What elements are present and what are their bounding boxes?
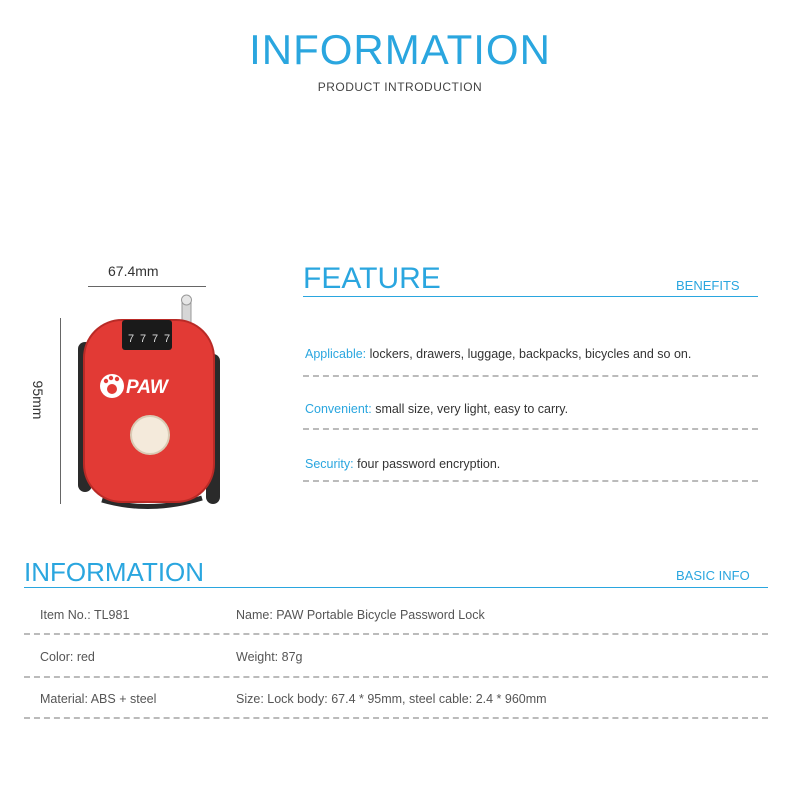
page-subtitle: PRODUCT INTRODUCTION xyxy=(317,80,483,94)
info-cell-size: Size: Lock body: 67.4 * 95mm, steel cable: 2.4 * 960mm xyxy=(236,692,547,706)
width-dimension-line xyxy=(88,286,206,287)
info-section-tag: BASIC INFO xyxy=(676,568,750,583)
dashed-divider xyxy=(24,676,768,678)
dial-digit: 7 xyxy=(128,333,135,345)
dashed-divider xyxy=(24,717,768,719)
dashed-divider xyxy=(24,633,768,635)
feature-row-convenient xyxy=(305,402,568,416)
dashed-divider xyxy=(303,375,758,377)
info-cell-weight: Weight: 87g xyxy=(236,650,303,664)
page-title: INFORMATION xyxy=(249,26,551,73)
info-section-title: INFORMATION xyxy=(24,557,205,587)
cable-lock-image xyxy=(70,292,230,514)
release-button xyxy=(131,416,169,454)
dashed-divider xyxy=(303,480,758,482)
dashed-divider xyxy=(303,428,758,430)
dial-digit: 7 xyxy=(164,333,171,345)
height-dimension-line xyxy=(60,318,61,504)
width-dimension-label: 67.4mm xyxy=(108,263,159,279)
dial-digit: 7 xyxy=(140,333,147,345)
feature-value: lockers, drawers, luggage, backpacks, bicycles and so on. xyxy=(366,347,692,361)
feature-value: small size, very light, easy to carry. xyxy=(371,402,569,416)
feature-key: Applicable: xyxy=(305,347,367,361)
feature-key: Security: xyxy=(305,457,354,471)
feature-divider xyxy=(303,296,758,297)
info-cell-material: Material: ABS + steel xyxy=(40,692,157,706)
feature-section-tag: BENEFITS xyxy=(676,278,740,293)
brand-logo-text: PAW xyxy=(126,377,168,398)
info-cell-item-no: Item No.: TL981 xyxy=(40,608,130,622)
feature-row-security xyxy=(305,457,500,471)
height-dimension-label: 95mm xyxy=(30,380,46,420)
feature-key: Convenient: xyxy=(305,402,372,416)
feature-value: four password encryption. xyxy=(353,457,501,471)
feature-row-applicable xyxy=(305,347,691,361)
feature-section-title: FEATURE xyxy=(303,262,441,295)
info-cell-color: Color: red xyxy=(40,650,95,664)
dial-digit: 7 xyxy=(152,333,159,345)
info-divider xyxy=(24,587,768,588)
info-cell-name: Name: PAW Portable Bicycle Password Lock xyxy=(236,608,485,622)
paw-logo xyxy=(100,374,170,398)
